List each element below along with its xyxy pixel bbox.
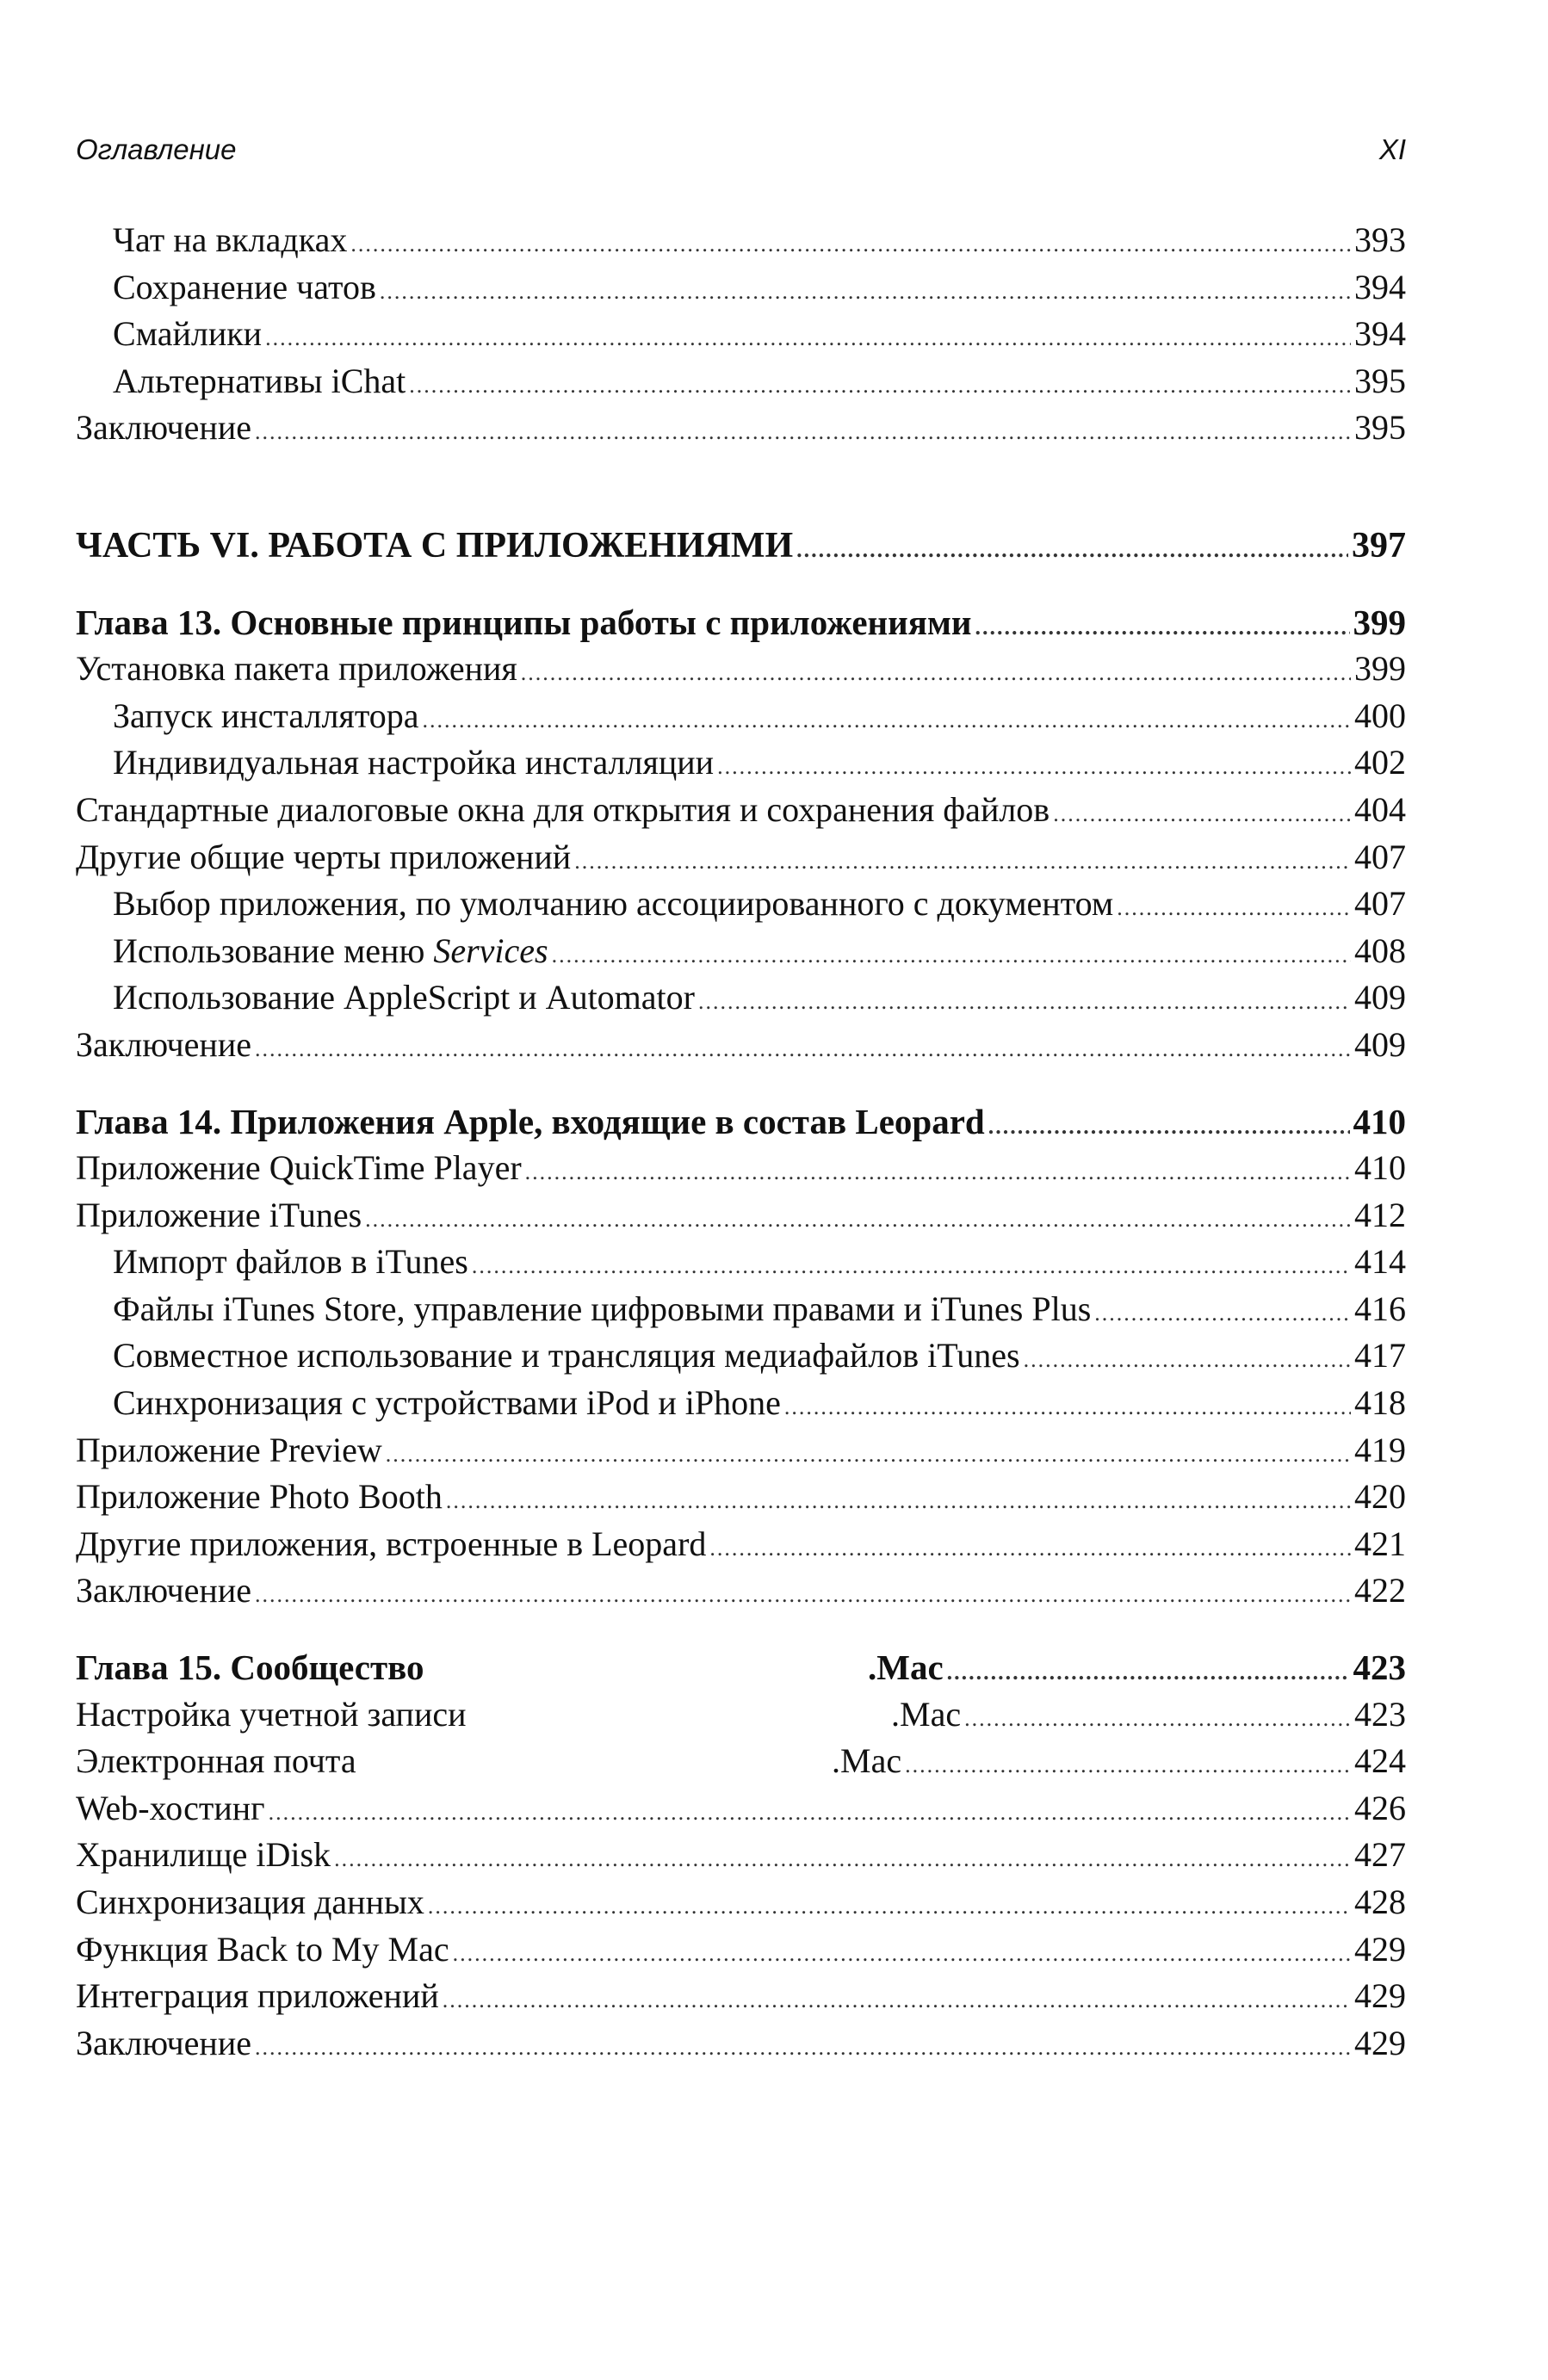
dot-leader [446, 1478, 1351, 1525]
dot-leader [947, 1649, 1350, 1697]
dot-leader [255, 409, 1351, 456]
chapter-title [76, 1644, 944, 1691]
toc-entry-page: 429 [1354, 1976, 1406, 2016]
toc-chapter-15-heading[interactable] [76, 1644, 1406, 1691]
toc-chapter-14-heading[interactable] [76, 1098, 1406, 1146]
toc-entry-title: Web-хостинг [76, 1788, 265, 1827]
toc-entry-title: Чат на вкладках [113, 220, 348, 259]
chapter-title-right: .Mac [868, 1647, 944, 1688]
dot-leader [709, 1525, 1351, 1573]
toc-entry-title: Запуск инсталлятора [113, 695, 419, 735]
dot-leader [1024, 1337, 1351, 1384]
running-head-page-number: XI [1378, 133, 1406, 165]
toc-entry-page: 407 [1354, 837, 1406, 876]
dot-leader [1053, 791, 1351, 838]
toc-entry-title: Смайлики [113, 314, 263, 354]
toc-entry-title-left: Настройка учетной записи [76, 1694, 467, 1734]
toc-entry-title: Стандартные диалоговые окна для открытия и сохранения файлов [76, 789, 1050, 829]
toc-entry-title [76, 1738, 901, 1785]
toc-entry-title: Приложение QuickTime Player [76, 1148, 522, 1188]
toc-entry-page: 428 [1354, 1882, 1406, 1921]
toc-entry-title: Совместное использование и трансляция медиафайлов iTunes [113, 1336, 1020, 1375]
dot-leader [255, 1572, 1351, 1619]
toc-entry-page: 423 [1354, 1694, 1406, 1734]
chapter-title: Глава 14. Приложения Apple, входящие в состав Leopard [76, 1101, 985, 1141]
toc-entry-page: 426 [1354, 1788, 1406, 1827]
toc-entry-page: 395 [1354, 408, 1406, 448]
dot-leader [521, 650, 1351, 697]
dot-leader [423, 697, 1351, 745]
toc-entry[interactable] [76, 217, 1406, 264]
dot-leader [472, 1243, 1351, 1290]
toc-entry-title-right: .Mac [891, 1694, 962, 1734]
dot-leader [380, 269, 1351, 316]
toc-entry-page: 400 [1354, 695, 1406, 735]
dot-leader [443, 1977, 1351, 2025]
toc-entry[interactable] [76, 1145, 1406, 1192]
toc-entry[interactable] [76, 1879, 1406, 1926]
toc-entry-title: Другие общие черты приложений [76, 837, 572, 876]
toc-entry[interactable] [76, 787, 1406, 834]
toc-entry[interactable] [76, 1332, 1406, 1380]
toc-entry-page: 424 [1354, 1741, 1406, 1781]
toc-entry[interactable] [76, 693, 1406, 740]
chapter-title-left: Глава 15. Сообщество [76, 1647, 424, 1688]
toc-entry-title: Заключение [76, 1024, 251, 1064]
toc-entry-page: 416 [1354, 1289, 1406, 1328]
toc-entry-title: Хранилище iDisk [76, 1835, 331, 1875]
toc-entry[interactable] [76, 834, 1406, 881]
toc-entry-page: 429 [1354, 2023, 1406, 2062]
toc-entry-page: 393 [1354, 220, 1406, 259]
toc-entry-page: 410 [1354, 1148, 1406, 1188]
table-of-contents [76, 217, 1406, 2067]
toc-entry[interactable] [76, 358, 1406, 405]
toc-entry-title: Выбор приложения, по умолчанию ассоциированного с документом [113, 884, 1114, 924]
running-head-title: Оглавление [76, 133, 237, 165]
toc-chapter-13-heading[interactable] [76, 599, 1406, 646]
chapter-page: 423 [1353, 1647, 1406, 1688]
toc-entry[interactable] [76, 739, 1406, 787]
toc-entry-page: 418 [1354, 1383, 1406, 1423]
dot-leader [265, 315, 1351, 362]
toc-entry-page: 409 [1354, 978, 1406, 1017]
dot-leader [1094, 1290, 1351, 1338]
toc-entry-page: 394 [1354, 314, 1406, 354]
toc-entry[interactable] [76, 1832, 1406, 1879]
toc-entry[interactable] [76, 1738, 1406, 1785]
toc-entry-page: 420 [1354, 1477, 1406, 1517]
toc-entry[interactable] [76, 1474, 1406, 1521]
dot-leader [1117, 885, 1351, 932]
toc-entry-page: 412 [1354, 1195, 1406, 1234]
toc-entry-title-right: .Mac [832, 1741, 902, 1781]
toc-entry[interactable] [76, 1239, 1406, 1286]
toc-entry[interactable] [76, 264, 1406, 312]
toc-entry-page: 417 [1354, 1336, 1406, 1375]
toc-entry-title: Сохранение чатов [113, 267, 376, 306]
dot-leader [453, 1931, 1351, 1978]
toc-entry[interactable] [76, 311, 1406, 358]
toc-entry-page: 399 [1354, 649, 1406, 689]
toc-entry-title [113, 928, 548, 975]
dot-leader [269, 1790, 1351, 1837]
toc-entry-page: 408 [1354, 930, 1406, 970]
dot-leader [975, 604, 1350, 652]
toc-entry[interactable] [76, 1691, 1406, 1739]
dot-leader [350, 221, 1351, 269]
chapter-title: Глава 13. Основные принципы работы с приложениями [76, 602, 972, 642]
dot-leader [365, 1196, 1351, 1244]
dot-leader [964, 1696, 1351, 1743]
toc-entry[interactable] [76, 1427, 1406, 1474]
dot-leader [698, 979, 1351, 1026]
toc-entry[interactable] [76, 405, 1406, 452]
toc-entry-title-italic: Services [433, 930, 548, 970]
toc-entry-title: Функция Back to My Mac [76, 1929, 449, 1969]
dot-leader [905, 1742, 1351, 1790]
toc-part-heading[interactable] [76, 522, 1406, 570]
toc-entry-title: Приложение Photo Booth [76, 1477, 443, 1517]
dot-leader [574, 838, 1351, 886]
toc-entry-title: Приложение iTunes [76, 1195, 362, 1234]
toc-entry-page: 395 [1354, 361, 1406, 400]
dot-leader [717, 744, 1351, 791]
toc-entry-page: 402 [1354, 743, 1406, 782]
toc-entry-title: Файлы iTunes Store, управление цифровыми правами и iTunes Plus [113, 1289, 1092, 1328]
dot-leader [255, 2025, 1351, 2072]
toc-entry-title: Заключение [76, 1571, 251, 1610]
toc-entry[interactable] [76, 2020, 1406, 2068]
toc-entry-page: 427 [1354, 1835, 1406, 1875]
toc-entry[interactable] [76, 974, 1406, 1022]
toc-entry-page: 409 [1354, 1024, 1406, 1064]
dot-leader [255, 1026, 1351, 1073]
toc-entry-title [76, 1691, 961, 1739]
toc-entry[interactable] [76, 1567, 1406, 1615]
dot-leader [525, 1149, 1351, 1196]
toc-entry[interactable] [76, 1973, 1406, 2020]
toc-entry-title: Синхронизация данных [76, 1882, 424, 1921]
toc-entry-title: Использование AppleScript и Automator [113, 978, 695, 1017]
toc-entry[interactable] [76, 646, 1406, 693]
toc-entry[interactable] [76, 1022, 1406, 1069]
toc-entry[interactable] [76, 1192, 1406, 1239]
dot-leader [988, 1103, 1350, 1151]
toc-entry-title: Синхронизация с устройствами iPod и iPhone [113, 1383, 781, 1423]
dot-leader [428, 1883, 1351, 1931]
toc-entry-title: Приложение Preview [76, 1430, 382, 1469]
running-head [76, 133, 1406, 176]
toc-entry-title: Интеграция приложений [76, 1976, 439, 2016]
dot-leader [334, 1836, 1351, 1883]
toc-entry[interactable] [76, 1380, 1406, 1427]
toc-entry[interactable] [76, 881, 1406, 928]
toc-entry-page: 422 [1354, 1571, 1406, 1610]
dot-leader [552, 932, 1351, 980]
toc-entry-title-prefix: Использование меню [113, 930, 434, 970]
toc-entry[interactable] [76, 1286, 1406, 1333]
chapter-page: 399 [1353, 602, 1406, 642]
toc-entry-title: Заключение [76, 2023, 251, 2062]
toc-entry-title: Другие приложения, встроенные в Leopard [76, 1524, 707, 1563]
toc-entry-page: 414 [1354, 1242, 1406, 1282]
part-page: 397 [1352, 525, 1406, 566]
dot-leader [386, 1431, 1351, 1479]
toc-entry-page: 407 [1354, 884, 1406, 924]
dot-leader [784, 1384, 1351, 1431]
toc-entry[interactable] [76, 1785, 1406, 1833]
part-title: ЧАСТЬ VI. РАБОТА С ПРИЛОЖЕНИЯМИ [76, 525, 794, 566]
toc-entry[interactable] [76, 1521, 1406, 1568]
chapter-page: 410 [1353, 1101, 1406, 1141]
toc-entry-page: 429 [1354, 1929, 1406, 1969]
toc-entry-page: 404 [1354, 789, 1406, 829]
toc-entry[interactable] [76, 928, 1406, 975]
toc-entry-title: Индивидуальная настройка инсталляции [113, 743, 715, 782]
toc-entry[interactable] [76, 1926, 1406, 1974]
toc-entry-title: Альтернативы iChat [113, 361, 406, 400]
toc-entry-title-left: Электронная почта [76, 1741, 356, 1781]
dot-leader [409, 362, 1351, 410]
toc-previous-chapter-tail [76, 217, 1406, 452]
toc-entry-title: Установка пакета приложения [76, 649, 517, 689]
toc-entry-page: 394 [1354, 267, 1406, 306]
toc-entry-title: Заключение [76, 408, 251, 448]
toc-entry-title: Импорт файлов в iTunes [113, 1242, 468, 1282]
toc-entry-page: 421 [1354, 1524, 1406, 1563]
dot-leader [796, 527, 1348, 574]
toc-entry-page: 419 [1354, 1430, 1406, 1469]
